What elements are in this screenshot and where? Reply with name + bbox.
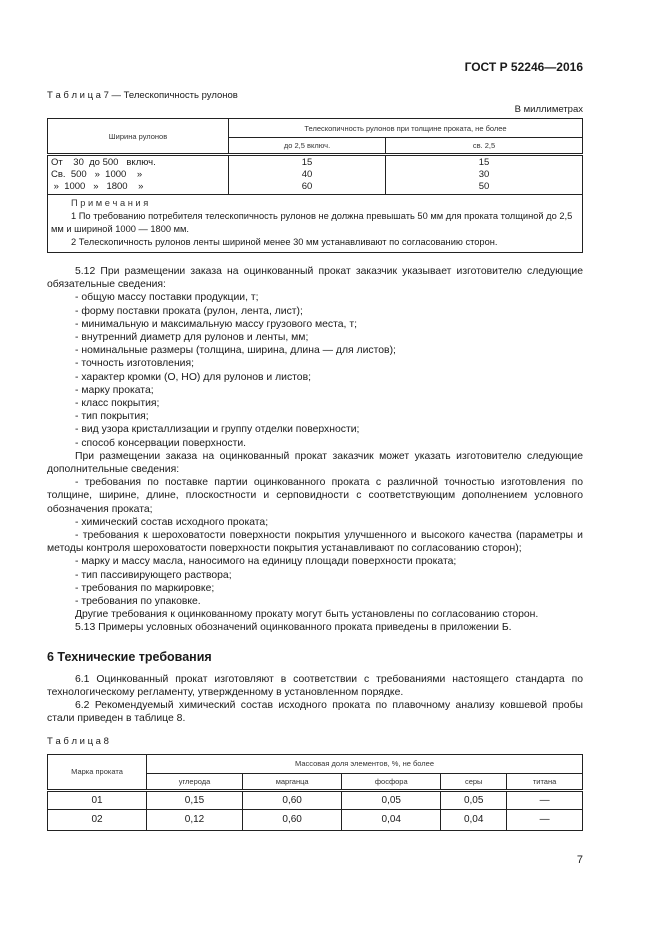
text: Св. 500 » 1000 » xyxy=(51,169,143,180)
text: » 1000 » 1800 » xyxy=(51,181,144,192)
text: 15 xyxy=(301,157,313,168)
text: 50 xyxy=(478,181,490,192)
text: — xyxy=(507,790,583,809)
table-row xyxy=(48,155,583,195)
text: 0,05 xyxy=(441,790,507,809)
text: 2 Телескопичность рулонов ленты шириной менее 30 мм устанавливают по согласованию сторон. xyxy=(71,237,498,247)
text: - тип покрытия; xyxy=(75,411,149,423)
text: — xyxy=(507,809,583,830)
text: 15 xyxy=(478,157,490,168)
text: - общую массу поставки продукции, т; xyxy=(75,292,259,304)
table-8 xyxy=(47,754,583,831)
section-text xyxy=(47,673,583,726)
text: - способ консервации поверхности. xyxy=(75,437,247,449)
body-text xyxy=(47,265,583,635)
text: - точность изготовления; xyxy=(75,358,195,370)
col-header: Ширина рулонов xyxy=(48,119,229,155)
text: марганца xyxy=(243,773,342,790)
text: фосфора xyxy=(342,773,441,790)
text: - внутренний диаметр для рулонов и ленты, мм; xyxy=(75,332,309,344)
text: От 30 до 500 включ. xyxy=(51,157,156,168)
standard-header: ГОСТ Р 52246—2016 xyxy=(464,60,583,74)
text: 6.1 Оцинкованный прокат изготовляют в соответствии с требованиями настоящего стандарта по технологическому регламенту, утвержденному в установленном порядке. xyxy=(47,673,583,698)
text: - требования по поставке партии оцинкованного проката с различной точностью изготовления по толщине, ширине, длине, плоскостности и серповидности с соответствующим дополнением условного обозначения проката; xyxy=(47,477,583,515)
text: 60 xyxy=(301,181,313,192)
page-number: 7 xyxy=(576,853,583,866)
text: титана xyxy=(507,773,583,790)
text: 0,60 xyxy=(243,809,342,830)
text: - минимальную и максимальную массу грузового места, т; xyxy=(75,318,357,330)
text: П р и м е ч а н и я xyxy=(71,198,149,208)
text: - характер кромки (О, НО) для рулонов и листов; xyxy=(75,371,311,383)
text: 0,15 xyxy=(147,790,243,809)
table7-caption: Т а б л и ц а 7 — Телескопичность рулонов xyxy=(47,90,238,101)
text: - марку и массу масла, наносимого на единицу площади поверхности проката; xyxy=(75,556,457,568)
text: Массовая доля элементов, %, не более xyxy=(147,754,583,773)
text: 30 xyxy=(478,169,490,180)
text: 02 xyxy=(48,809,147,830)
text: углерода xyxy=(147,773,243,790)
table-row xyxy=(48,790,583,809)
text: 0,12 xyxy=(147,809,243,830)
text: 0,04 xyxy=(441,809,507,830)
text: 1 По требованию потребителя телескопичность рулонов не должна превышать 50 мм для проката толщиной до 2,5 мм и шириной 1000 — 1800 мм. xyxy=(51,211,573,234)
table8-caption: Т а б л и ц а 8 xyxy=(47,735,109,747)
text: - химический состав исходного проката; xyxy=(75,516,269,528)
text: 0,04 xyxy=(342,809,441,830)
table-notes xyxy=(48,195,583,253)
text: 01 xyxy=(48,790,147,809)
text: - класс покрытия; xyxy=(75,398,160,410)
text: При размещении заказа на оцинкованный прокат заказчик может указать изготовителю следующие дополнительные сведения: xyxy=(47,450,583,476)
text: 40 xyxy=(301,169,313,180)
text: Другие требования к оцинкованному прокату могут быть установлены по согласованию сторон. xyxy=(75,609,539,621)
text: 0,60 xyxy=(243,790,342,809)
text: - номинальные размеры (толщина, ширина, длина — для листов); xyxy=(75,345,396,357)
text: 5.13 Примеры условных обозначений оцинкованного проката приведены в приложении Б. xyxy=(75,622,512,634)
text: - требования к шероховатости поверхности покрытия улучшенного и высокого качества (параметры и методы контроля шероховатости поверхности покрытия устанавливают по согласованию сторон); xyxy=(47,530,583,555)
text: - тип пассивирующего раствора; xyxy=(75,569,232,581)
table7-unit: В миллиметрах xyxy=(514,104,583,115)
text: - требования по маркировке; xyxy=(75,582,215,594)
text: - требования по упаковке. xyxy=(75,596,201,608)
text: 0,05 xyxy=(342,790,441,809)
col-header: Телескопичность рулонов при толщине проката, не более xyxy=(229,119,583,138)
col-header: до 2,5 включ. xyxy=(229,138,386,155)
text: - вид узора кристаллизации и группу отделки поверхности; xyxy=(75,424,360,436)
table-7 xyxy=(47,118,583,253)
col-header: св. 2,5 xyxy=(386,138,583,155)
text: - марку проката; xyxy=(75,384,154,396)
text: 5.12 При размещении заказа на оцинкованный прокат заказчик указывает изготовителю следующие обязательные сведения: xyxy=(47,266,583,291)
text: 6.2 Рекомендуемый химический состав исходного проката по плавочному анализу ковшевой пробы стали приведен в таблице 8. xyxy=(47,700,583,725)
text: - форму поставки проката (рулон, лента, лист); xyxy=(75,305,303,317)
text: Марка проката xyxy=(48,754,147,790)
text: серы xyxy=(441,773,507,790)
section-heading: 6 Технические требования xyxy=(47,649,212,664)
table-row xyxy=(48,809,583,830)
